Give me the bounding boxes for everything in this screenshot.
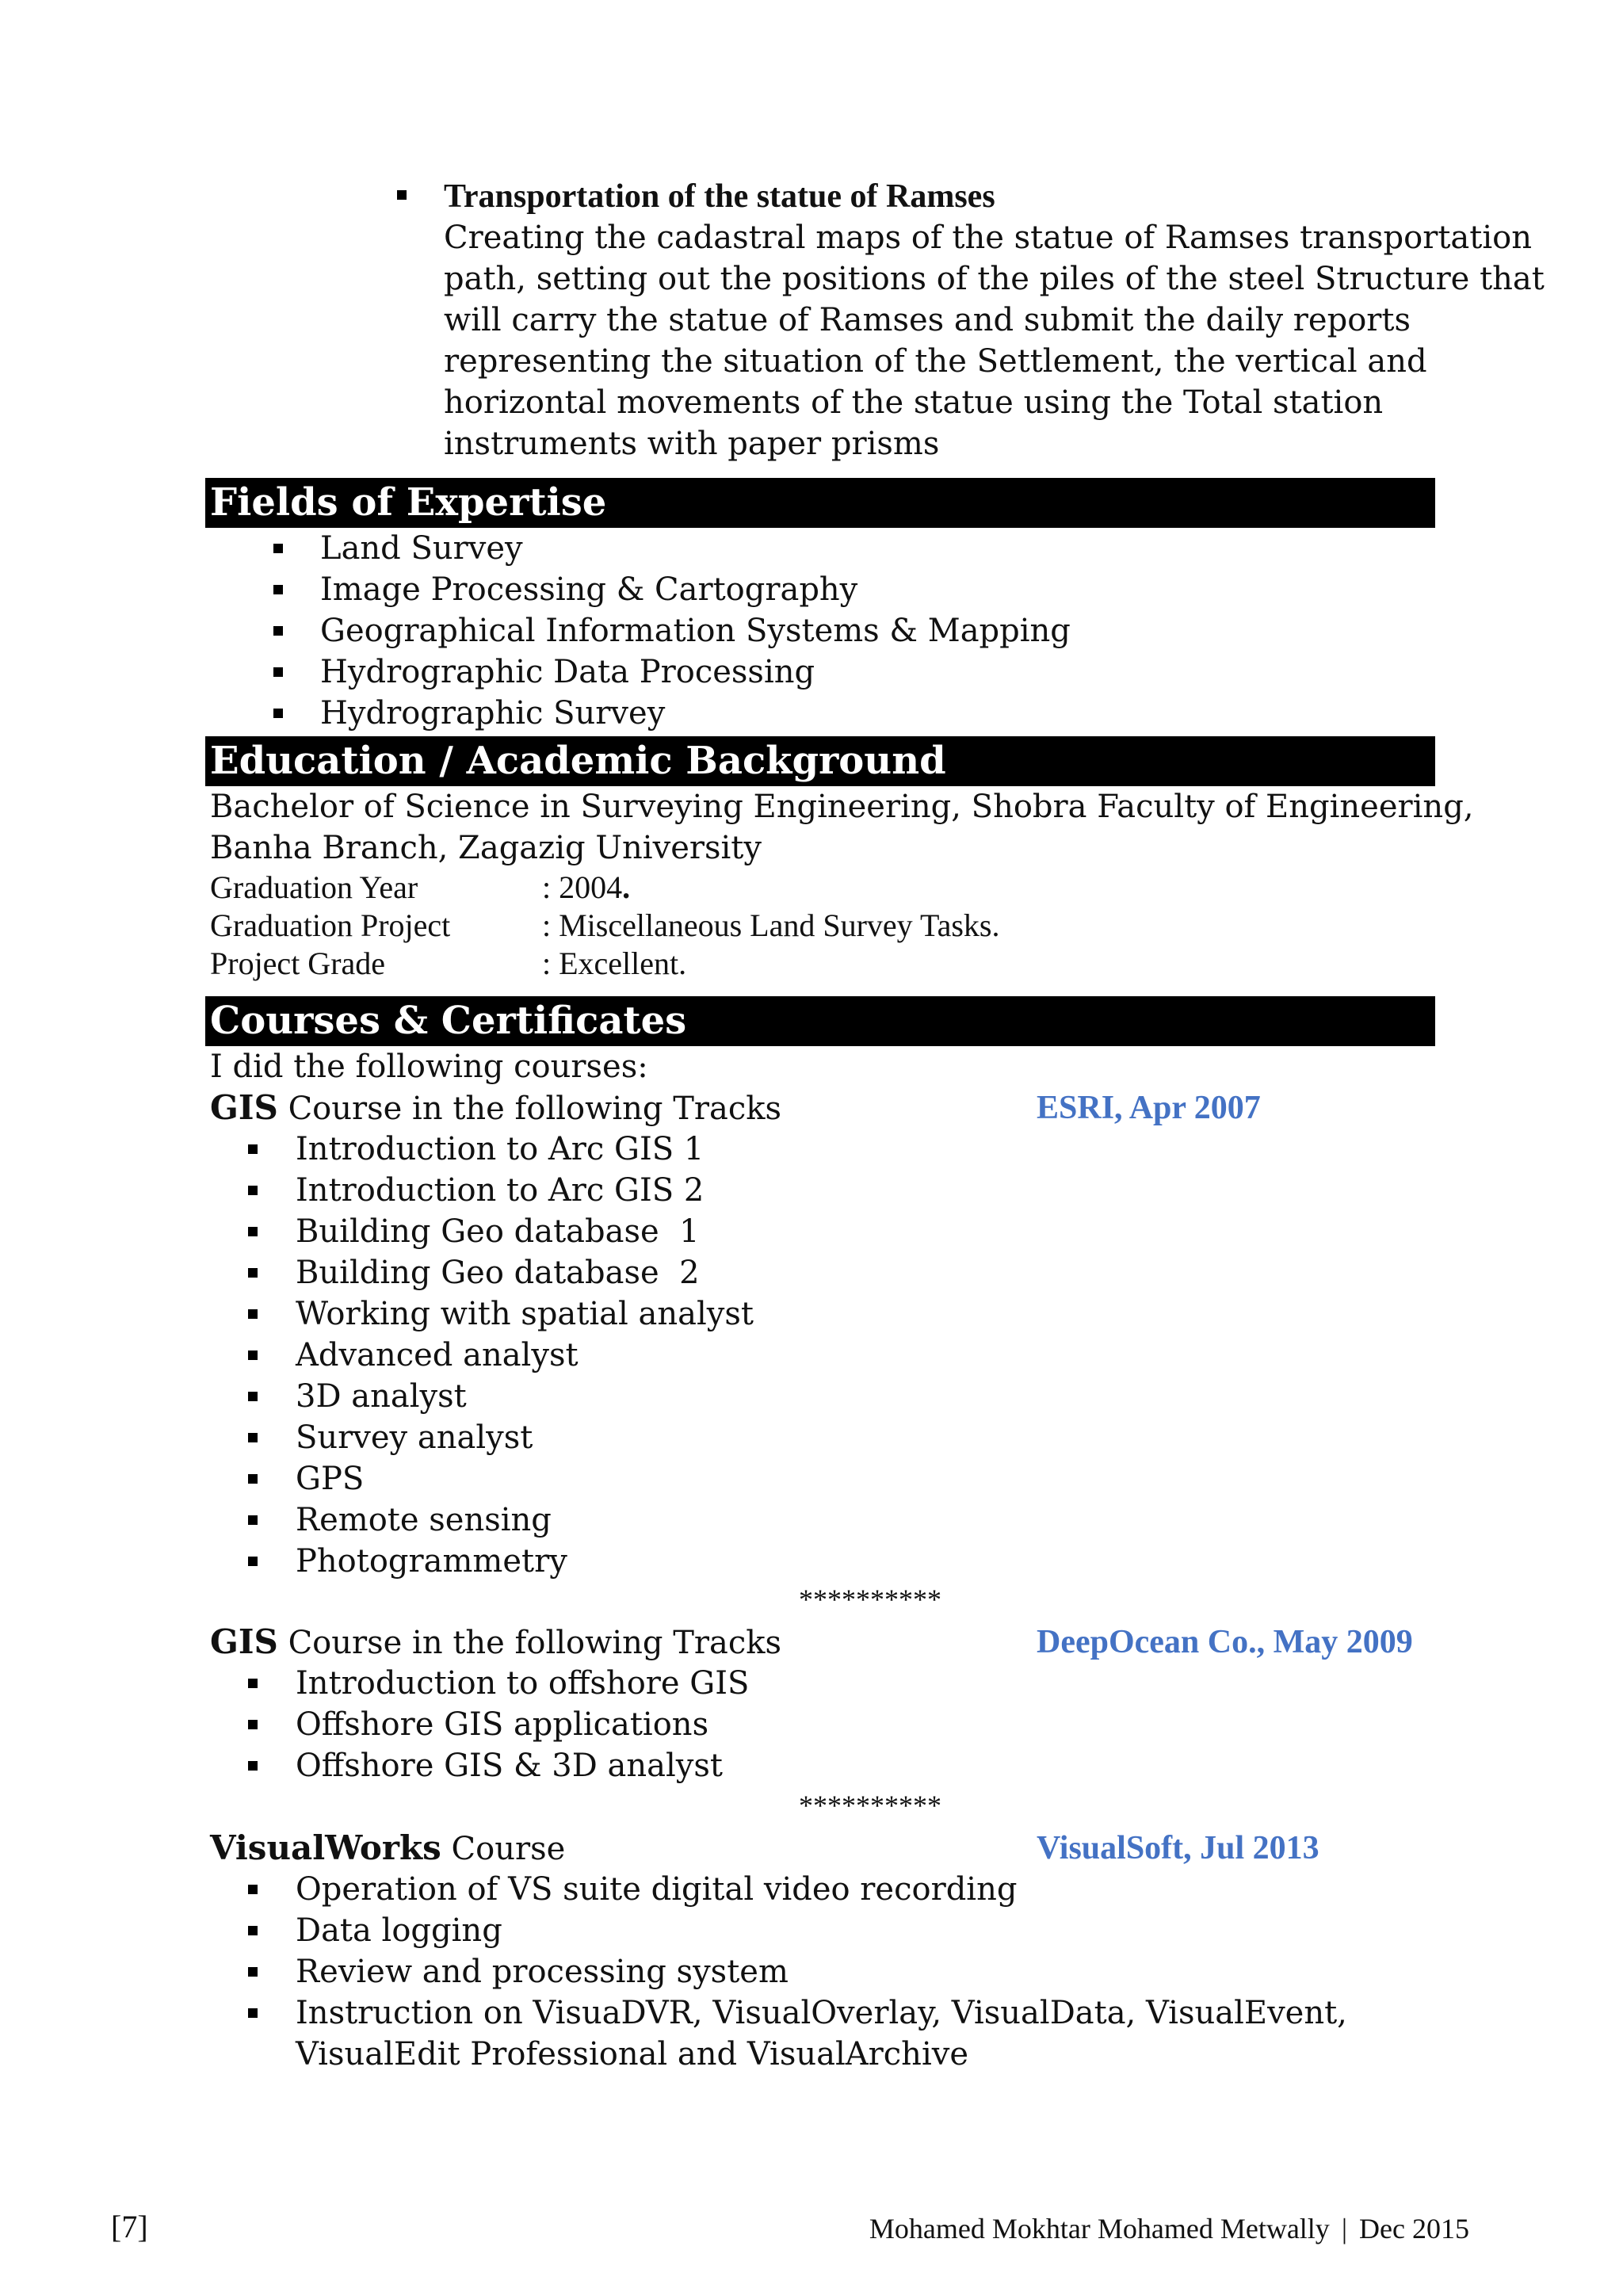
bullet-icon (248, 1679, 258, 1688)
footer-author: Mohamed Mokhtar Mohamed Metwally (869, 2213, 1330, 2244)
bullet-icon (248, 1720, 258, 1729)
bullet-icon (248, 1761, 258, 1771)
list-item-continuation: VisualEdit Professional and VisualArchive (296, 2036, 969, 2073)
list-item: Survey analyst (296, 1419, 533, 1456)
bullet-icon (273, 544, 283, 553)
course-name: GIS (210, 1088, 278, 1127)
list-item: Introduction to Arc GIS 1 (296, 1131, 705, 1167)
section-header-expertise (205, 478, 1435, 528)
page-number: [7] (111, 2209, 148, 2244)
list-item: Introduction to offshore GIS (296, 1665, 750, 1702)
courses-intro: I did the following courses: (210, 1049, 648, 1085)
course-name: VisualWorks (210, 1828, 441, 1867)
footer-date: Dec 2015 (1359, 2213, 1469, 2244)
bullet-icon (273, 709, 283, 718)
bullet-icon (248, 1474, 258, 1484)
course-title (210, 1622, 781, 1664)
info-value: : Miscellaneous Land Survey Tasks. (542, 907, 1000, 943)
bullet-icon (273, 667, 283, 677)
project-desc-line: representing the situation of the Settlement, the vertical and (444, 343, 1427, 380)
list-item: Data logging (296, 1912, 502, 1949)
info-label: Project Grade (210, 946, 386, 981)
list-item: Hydrographic Data Processing (320, 654, 815, 690)
separator: ********** (799, 1584, 941, 1615)
page-footer-info (869, 2211, 1469, 2246)
list-item: Instruction on VisuaDVR, VisualOverlay, VisualData, VisualEvent, (296, 1995, 1347, 2031)
bullet-icon (248, 1268, 258, 1278)
course-name: GIS (210, 1622, 278, 1661)
list-item: Photogrammetry (296, 1543, 567, 1580)
info-value: : Excellent. (542, 946, 687, 981)
project-desc-line: Creating the cadastral maps of the statue of Ramses transportation (444, 220, 1532, 256)
course-provider: ESRI, Apr 2007 (1037, 1090, 1261, 1126)
section-title: Fields of Expertise (210, 480, 607, 525)
bullet-icon (248, 1967, 258, 1977)
info-label: Graduation Year (210, 869, 418, 905)
bullet-icon (248, 1350, 258, 1360)
bullet-icon (273, 626, 283, 636)
section-header-education (205, 736, 1435, 786)
list-item: Building Geo database 1 (296, 1213, 700, 1250)
list-item: Land Survey (320, 530, 523, 567)
separator: ********** (799, 1790, 941, 1821)
section-title: Education / Academic Background (210, 739, 946, 783)
list-item: GPS (296, 1461, 365, 1497)
list-item: 3D analyst (296, 1378, 467, 1415)
bullet-icon (248, 1557, 258, 1566)
course-desc: Course in the following Tracks (277, 1625, 782, 1661)
bullet-icon (248, 1926, 258, 1935)
bullet-icon (248, 1433, 258, 1442)
project-desc-line: instruments with paper prisms (444, 426, 940, 462)
course-title (210, 1828, 565, 1870)
bullet-icon (248, 1392, 258, 1401)
course-provider: DeepOcean Co., May 2009 (1037, 1624, 1413, 1660)
course-provider: VisualSoft, Jul 2013 (1037, 1830, 1319, 1866)
list-item: Remote sensing (296, 1502, 552, 1538)
info-value-suffix: . (622, 869, 631, 905)
list-item: Hydrographic Survey (320, 695, 666, 732)
section-header-courses (205, 996, 1435, 1046)
bullet-icon (248, 2008, 258, 2018)
list-item: Geographical Information Systems & Mapping (320, 613, 1071, 649)
bullet-icon (248, 1186, 258, 1195)
bullet-icon (248, 1144, 258, 1154)
bullet-icon (248, 1515, 258, 1525)
bullet-icon (273, 585, 283, 594)
section-title: Courses & Certificates (210, 999, 687, 1043)
list-item: Image Processing & Cartography (320, 571, 858, 608)
project-title: Transportation of the statue of Ramses (444, 178, 995, 215)
list-item: Offshore GIS & 3D analyst (296, 1748, 723, 1784)
bullet-icon (248, 1885, 258, 1894)
footer-separator: | (1341, 2213, 1348, 2244)
info-value-text: : 2004 (542, 869, 623, 905)
list-item: Advanced analyst (296, 1337, 579, 1373)
project-desc-line: horizontal movements of the statue using the Total station (444, 384, 1384, 421)
list-item: Building Geo database 2 (296, 1255, 700, 1291)
list-item: Review and processing system (296, 1954, 789, 1990)
degree-line: Banha Branch, Zagazig University (210, 830, 762, 866)
bullet-icon (248, 1309, 258, 1319)
bullet-icon (397, 190, 407, 200)
list-item: Introduction to Arc GIS 2 (296, 1172, 705, 1209)
project-desc-line: will carry the statue of Ramses and submit the daily reports (444, 302, 1411, 338)
bullet-icon (248, 1227, 258, 1236)
course-title (210, 1087, 781, 1129)
list-item: Working with spatial analyst (296, 1296, 754, 1332)
course-desc: Course in the following Tracks (277, 1091, 782, 1127)
list-item: Offshore GIS applications (296, 1706, 709, 1743)
info-value (542, 869, 630, 907)
project-desc-line: path, setting out the positions of the piles of the steel Structure that (444, 261, 1545, 297)
list-item: Operation of VS suite digital video recording (296, 1871, 1018, 1908)
course-desc: Course (441, 1831, 566, 1867)
info-label: Graduation Project (210, 907, 451, 943)
degree-line: Bachelor of Science in Surveying Engineering, Shobra Faculty of Engineering, (210, 789, 1474, 825)
